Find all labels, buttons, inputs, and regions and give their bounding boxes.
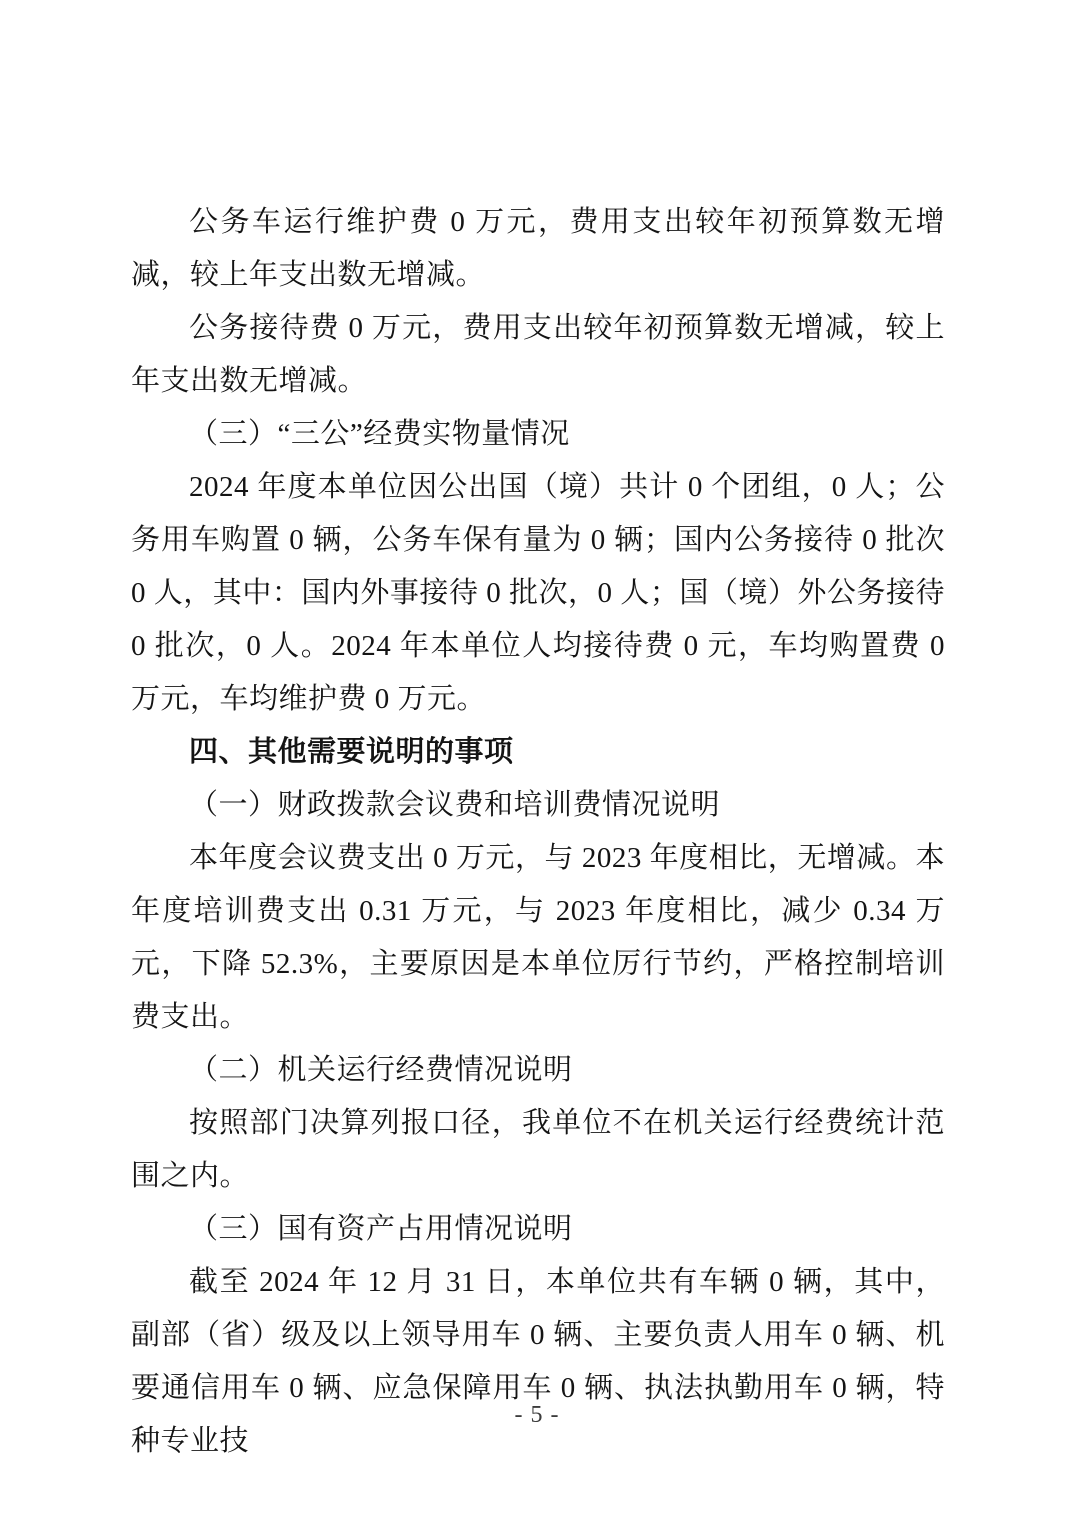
subsection-heading: （三）国有资产占用情况说明 bbox=[189, 1213, 573, 1245]
subsection-heading: （三）“三公”经费实物量情况 bbox=[189, 418, 570, 450]
body-paragraph: 公务车运行维护费 0 万元，费用支出较年初预算数无增减，较上年支出数无增减。 bbox=[131, 206, 945, 291]
body-paragraph: 按照部门决算列报口径，我单位不在机关运行经费统计范围之内。 bbox=[131, 1107, 945, 1192]
subsection-heading: （二）机关运行经费情况说明 bbox=[189, 1054, 573, 1086]
page-number: - 5 - bbox=[514, 1402, 560, 1428]
body-paragraph: 本年度会议费支出 0 万元，与 2023 年度相比，无增减。本年度培训费支出 0.31 万元，与 2023 年度相比，减少 0.34 万元，下降 52.3%，主要原因是本单位厉行节约，严格控制培训费支出。 bbox=[131, 842, 945, 1033]
body-paragraph: 2024 年度本单位因公出国（境）共计 0 个团组，0 人；公务用车购置 0 辆，公务车保有量为 0 辆；国内公务接待 0 批次 0 人，其中：国内外事接待 0 批次，0 人；国（境）外公务接待 0 批次，0 人。2024 年本单位人均接待费 0 元，车均购置费 0 万元，车均维护费 0 万元。 bbox=[131, 471, 945, 715]
section-heading: 四、其他需要说明的事项 bbox=[189, 736, 514, 768]
body-paragraph: 公务接待费 0 万元，费用支出较年初预算数无增减，较上年支出数无增减。 bbox=[131, 312, 945, 397]
document-body bbox=[131, 196, 945, 1468]
body-paragraph: 截至 2024 年 12 月 31 日，本单位共有车辆 0 辆，其中，副部（省）级及以上领导用车 0 辆、主要负责人用车 0 辆、机要通信用车 0 辆、应急保障用车 0 辆、执法执勤用车 0 辆，特种专业技 bbox=[131, 1266, 945, 1457]
subsection-heading: （一）财政拨款会议费和培训费情况说明 bbox=[189, 789, 721, 821]
